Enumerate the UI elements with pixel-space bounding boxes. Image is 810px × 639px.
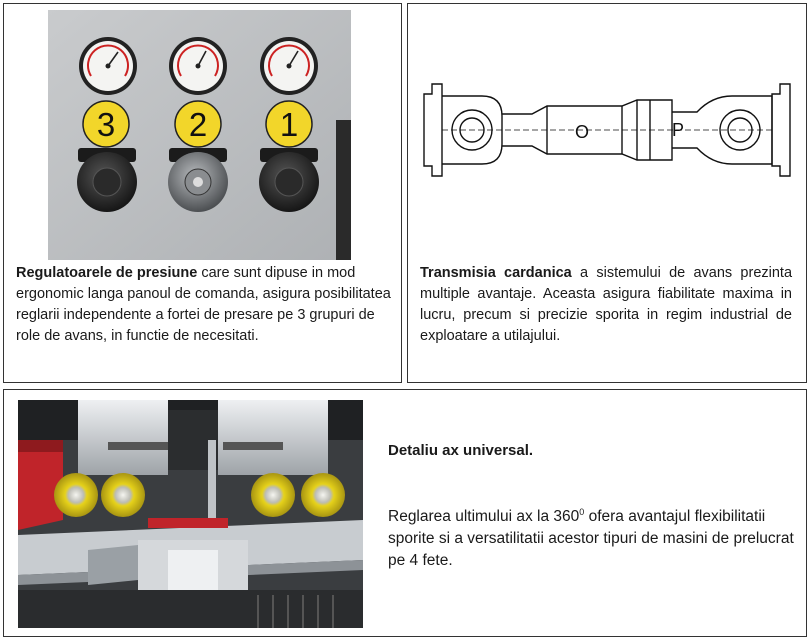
pressure-regulators-caption: [16, 263, 391, 347]
cardan-caption: [420, 263, 792, 347]
cardan-shaft-drawing: [422, 76, 792, 186]
universal-axis-caption: [388, 506, 798, 572]
pressure-regulators-photo: [48, 10, 351, 260]
caption-title: Regulatoarele de presiune: [16, 265, 198, 281]
pressure-regulators-panel: [3, 3, 402, 383]
caption-superscript: 0: [579, 506, 585, 517]
drawing-letter-p: P: [671, 120, 685, 140]
pressure-gauges: [79, 37, 318, 95]
drawing-letter-o: O: [574, 122, 590, 142]
badge-1: 1: [279, 106, 299, 143]
regulator-knobs: [77, 148, 319, 212]
badge-2: 2: [188, 106, 208, 143]
caption-title: Transmisia cardanica: [420, 265, 572, 281]
caption-text-start: Reglarea ultimului ax la 360: [388, 508, 580, 525]
badge-3: 3: [96, 106, 116, 143]
universal-axis-photo: [18, 400, 363, 628]
universal-axis-title: Detaliu ax universal.: [388, 442, 534, 459]
cardan-transmission-panel: [407, 3, 807, 383]
caption-text: a sistemului de avans prezinta multiple avantaje. Aceasta asigura fiabilitate maxima in lucru, precum si precizie sporita in regim industrial de exploatare a utilajului.: [420, 265, 793, 344]
universal-axis-panel: [3, 389, 807, 637]
caption-text-end: ofera avantajul flexibilitatii sporite si a versatilitatii acestor tipuri de masini de prelucrat pe 4 fete.: [388, 508, 794, 569]
caption-text: care sunt dipuse in mod ergonomic langa panoul de comanda, asigura posibilitatea reglarii independente a fortei de presare pe 3 grupuri de role de avans, in functie de necesitati.: [16, 265, 391, 344]
group-number-badges: [83, 101, 312, 147]
